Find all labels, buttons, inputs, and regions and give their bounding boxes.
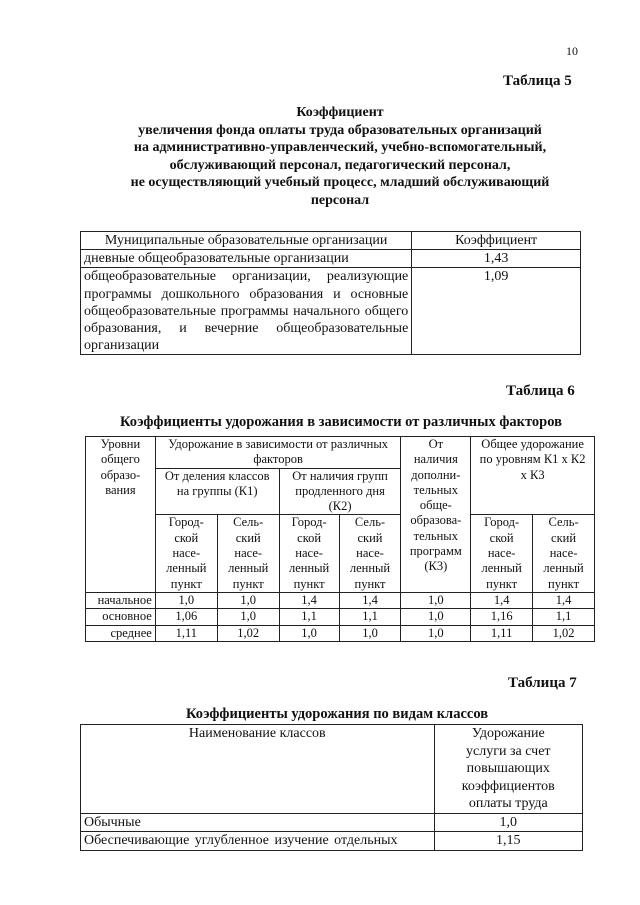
class-name-cell: Обычные: [81, 813, 435, 832]
header-text: Город-: [168, 515, 204, 530]
header-text: коэффициентов: [461, 778, 555, 794]
title-line: не осуществляющий учебный процесс, младший обслуживающий: [130, 175, 550, 191]
value-cell: 1,0: [401, 592, 471, 608]
value-cell: 1,0: [279, 625, 339, 641]
header-text: Сель-: [233, 515, 264, 530]
header-text: факторов: [253, 452, 303, 467]
header-text: ленный: [349, 561, 391, 576]
header-text: Сель-: [354, 515, 386, 530]
table-row: [86, 592, 595, 608]
header-text: пункт: [232, 576, 264, 591]
header-text: вания: [105, 482, 136, 497]
header-text: От: [428, 437, 444, 451]
table7: [80, 724, 583, 851]
org-name-cell: дневные общеобразовательные организации: [81, 250, 412, 268]
value-cell: 1,4: [471, 592, 533, 608]
title-line: Коэффициент: [296, 105, 384, 120]
header-text: наличия: [413, 452, 458, 467]
header-text: х К3: [520, 467, 545, 482]
header-text: насе-: [172, 546, 201, 561]
coef-cell: 1,43: [412, 250, 581, 268]
table5-title: [90, 104, 590, 210]
table-header-row: [86, 437, 595, 469]
table-header-row: [81, 232, 581, 250]
org-name-cell: общеобразовательные организации, реализующие программы дошкольного образования и основные общеобразовательные программы начального общего образования, и вечерние общеобразовательные организации: [81, 268, 412, 355]
header-rise: [155, 437, 401, 469]
level-cell: начальное: [86, 592, 156, 608]
value-cell: 1,0: [217, 592, 279, 608]
value-cell: 1,02: [217, 625, 279, 641]
header-text: насе-: [295, 546, 323, 561]
table-row: [81, 832, 583, 851]
value-cell: 1,0: [339, 625, 401, 641]
header-text: Город-: [484, 515, 520, 530]
header-total: [471, 437, 595, 515]
header-urban: [471, 515, 533, 592]
value-cell: 1,1: [279, 609, 339, 625]
header-text: От наличия групп: [292, 468, 388, 483]
coef-cell: 1,09: [412, 268, 581, 355]
header-text: общего: [100, 452, 140, 467]
header-text: программ: [409, 544, 462, 559]
table-header-row: [86, 515, 595, 592]
header-text: Уровни: [100, 437, 141, 451]
value-cell: 1,06: [155, 609, 217, 625]
header-rural: [533, 515, 595, 592]
header-text: ленный: [228, 561, 269, 576]
header-text: ленный: [288, 561, 330, 576]
header-text: Город-: [291, 515, 327, 530]
header-text: ленный: [481, 561, 522, 576]
level-cell: основное: [86, 609, 156, 625]
header-text: ский: [551, 530, 577, 545]
header-text: (К2): [328, 499, 352, 514]
level-cell: среднее: [86, 625, 156, 641]
header-text: пункт: [170, 576, 202, 591]
header-text: От деления классов: [164, 468, 270, 483]
header-text: оплаты труда: [468, 796, 548, 811]
header-text: ской: [174, 530, 199, 545]
table6: [85, 436, 595, 642]
header-text: тельных: [413, 528, 458, 543]
header-text: Удорожание в зависимости от различных: [168, 437, 388, 451]
header-text: насе-: [234, 546, 263, 561]
table-row: [81, 250, 581, 268]
header-text: услуги за счет: [466, 743, 551, 759]
header-text: Удорожание: [471, 726, 545, 741]
header-text: пункт: [486, 576, 518, 591]
header-cell: [434, 725, 582, 814]
header-urban: [155, 515, 217, 592]
title-line: персонал: [310, 192, 370, 208]
value-cell: 1,4: [339, 592, 401, 608]
header-text: продленного дня: [295, 483, 385, 498]
header-text: ленный: [166, 561, 207, 576]
page-number: 10: [566, 44, 578, 58]
class-name-cell: Обеспечивающие углубленное изучение отдельных: [81, 832, 435, 851]
header-text: пункт: [548, 576, 580, 591]
value-cell: 1,1: [339, 609, 401, 625]
header-text: насе-: [487, 546, 516, 561]
table7-label: Таблица 7: [508, 675, 577, 691]
table-row: [81, 813, 583, 832]
header-text: ский: [357, 530, 383, 545]
header-text: образо-: [100, 467, 141, 482]
header-cell: Муниципальные образовательные организации: [81, 232, 412, 250]
table-row: [81, 268, 581, 355]
value-cell: 1,4: [533, 592, 595, 608]
header-levels: [86, 437, 156, 593]
header-rural: [217, 515, 279, 592]
value-cell: 1,11: [471, 625, 533, 641]
table-row: [86, 625, 595, 641]
value-cell: 1,0: [401, 625, 471, 641]
header-text: по уровням К1 х К2: [479, 452, 586, 467]
header-text: Общее удорожание: [481, 437, 584, 451]
title-line: на административно-управленческий, учебно-вспомогательный,: [133, 140, 547, 156]
header-text: (К3): [424, 559, 448, 574]
value-cell: 1,4: [279, 592, 339, 608]
value-cell: 1,15: [434, 832, 582, 851]
table7-title: Коэффициенты удорожания по видам классов: [186, 706, 489, 722]
header-text: насе-: [356, 546, 384, 561]
header-urban: [279, 515, 339, 592]
value-cell: 1,16: [471, 609, 533, 625]
title-line: увеличения фонда оплаты труда образовательных организаций: [138, 122, 542, 138]
header-text: на группы (К1): [176, 483, 258, 498]
table6-title: Коэффициенты удорожания в зависимости от различных факторов: [120, 414, 562, 430]
table-row: [86, 609, 595, 625]
table-header-row: [81, 725, 583, 814]
header-k3: [401, 437, 471, 593]
header-text: пункт: [354, 576, 386, 591]
header-text: ской: [489, 530, 514, 545]
header-text: обще-: [419, 498, 452, 513]
value-cell: 1,1: [533, 609, 595, 625]
value-cell: 1,02: [533, 625, 595, 641]
header-rural: [339, 515, 401, 592]
header-text: ской: [297, 530, 322, 545]
value-cell: 1,11: [155, 625, 217, 641]
header-text: повышающих: [466, 761, 550, 776]
value-cell: 1,0: [217, 609, 279, 625]
value-cell: 1,0: [155, 592, 217, 608]
header-text: ленный: [543, 561, 584, 576]
header-cell: Наименование классов: [81, 725, 435, 814]
table6-label: Таблица 6: [506, 383, 575, 399]
header-text: Сель-: [548, 515, 579, 530]
header-text: насе-: [549, 546, 578, 561]
header-k1: [155, 468, 279, 515]
header-text: образова-: [410, 513, 462, 528]
table5: [80, 231, 581, 355]
header-text: дополни-: [411, 467, 461, 482]
header-cell: Коэффициент: [412, 232, 581, 250]
header-text: пункт: [293, 576, 325, 591]
table5-label: Таблица 5: [503, 73, 572, 89]
title-line: обслуживающий персонал, педагогический персонал,: [169, 157, 511, 173]
header-text: ский: [235, 530, 261, 545]
value-cell: 1,0: [434, 813, 582, 832]
value-cell: 1,0: [401, 609, 471, 625]
header-k2: [279, 468, 401, 515]
header-text: тельных: [413, 482, 458, 497]
